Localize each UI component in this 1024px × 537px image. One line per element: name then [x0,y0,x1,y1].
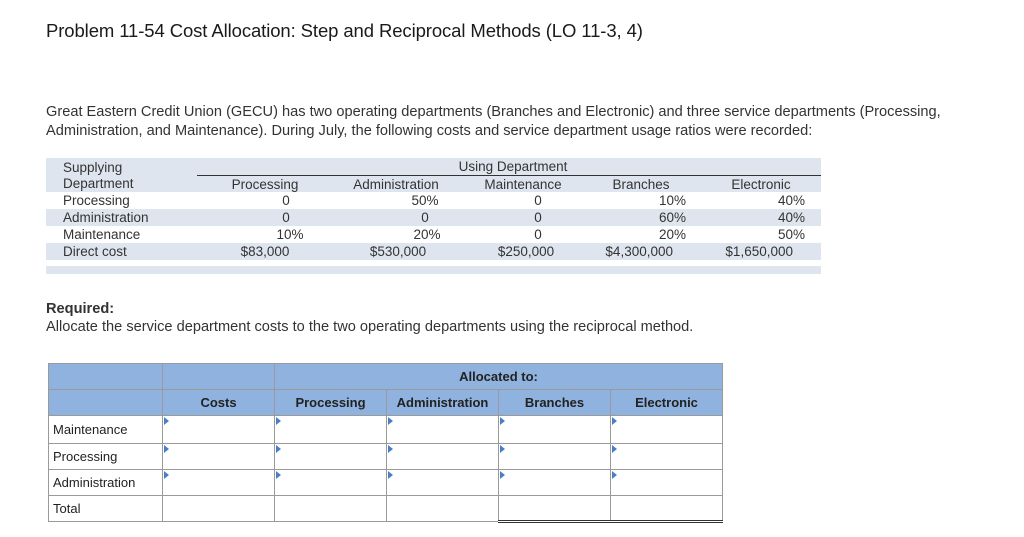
maintenance-branches-input[interactable] [499,416,610,443]
required-heading: Required: [46,301,115,317]
row-label: Maintenance [63,227,141,242]
row-label: Processing [63,193,130,208]
administration-administration-input[interactable] [387,470,498,495]
cell-value: 0 [534,193,542,208]
administration-electronic-input[interactable] [611,470,722,495]
cell-value: 0 [282,210,290,225]
cell-value: 10% [658,193,686,208]
col-header-electronic: Electronic [731,177,791,192]
processing-administration-input[interactable] [387,444,498,469]
allocation-answer-table [48,363,723,523]
row-label: Direct cost [63,244,127,259]
administration-costs-input[interactable] [163,470,274,495]
given-data-table [46,158,821,275]
header-administration: Administration [387,390,499,416]
using-department-header: Using Department [458,159,568,174]
cell-value: 20% [413,227,441,242]
header-costs: Costs [163,390,275,416]
maintenance-electronic-input[interactable] [611,416,722,443]
supplying-header-line1: Supplying [63,160,123,175]
cell-value: $1,650,000 [725,244,793,259]
cell-value: $83,000 [240,244,290,259]
header-blank [49,390,163,416]
cell-value: 10% [276,227,304,242]
cell-value: $250,000 [497,244,555,259]
cell-value: 40% [777,210,805,225]
cell-value: 0 [421,210,429,225]
maintenance-costs-input[interactable] [163,416,274,443]
cell-value: 0 [534,210,542,225]
header-blank [49,364,163,390]
problem-intro: Great Eastern Credit Union (GECU) has two operating departments (Branches and Electronic) and three service departments (Processing, Administration, and Maintenance). During July, the following costs and service department usage ratios were recorded: [46,104,941,139]
cell-value: $530,000 [369,244,427,259]
allocated-to-header: Allocated to: [275,364,723,390]
cell-value: 20% [658,227,686,242]
cell-value: 50% [777,227,805,242]
col-header-processing: Processing [231,177,299,192]
maintenance-processing-input[interactable] [275,416,386,443]
cell-value: 0 [534,227,542,242]
processing-branches-input[interactable] [499,444,610,469]
col-header-maintenance: Maintenance [484,177,562,192]
row-label-maintenance: Maintenance [49,416,163,444]
cell-value: 60% [658,210,686,225]
col-header-branches: Branches [612,177,670,192]
processing-processing-input[interactable] [275,444,386,469]
row-label-processing: Processing [49,444,163,470]
total-electronic-cell [611,496,723,522]
cell-value: 0 [282,193,290,208]
administration-processing-input[interactable] [275,470,386,495]
required-text: Allocate the service department costs to the two operating departments using the reciprocal method. [46,319,694,335]
cell-value: 50% [411,193,439,208]
row-label-administration: Administration [49,470,163,496]
header-branches: Branches [499,390,611,416]
supplying-header-line2: Department [63,176,134,191]
header-blank [163,364,275,390]
total-administration-cell [387,496,499,522]
problem-title: Problem 11-54 Cost Allocation: Step and Reciprocal Methods (LO 11-3, 4) [46,20,643,41]
total-branches-cell [499,496,611,522]
total-costs-cell [163,496,275,522]
cell-value: $4,300,000 [605,244,673,259]
header-processing: Processing [275,390,387,416]
maintenance-administration-input[interactable] [387,416,498,443]
col-header-administration: Administration [353,177,439,192]
header-electronic: Electronic [611,390,723,416]
administration-branches-input[interactable] [499,470,610,495]
processing-electronic-input[interactable] [611,444,722,469]
total-processing-cell [275,496,387,522]
cell-value: 40% [777,193,805,208]
processing-costs-input[interactable] [163,444,274,469]
row-label-total: Total [49,496,163,522]
row-label: Administration [63,210,149,225]
